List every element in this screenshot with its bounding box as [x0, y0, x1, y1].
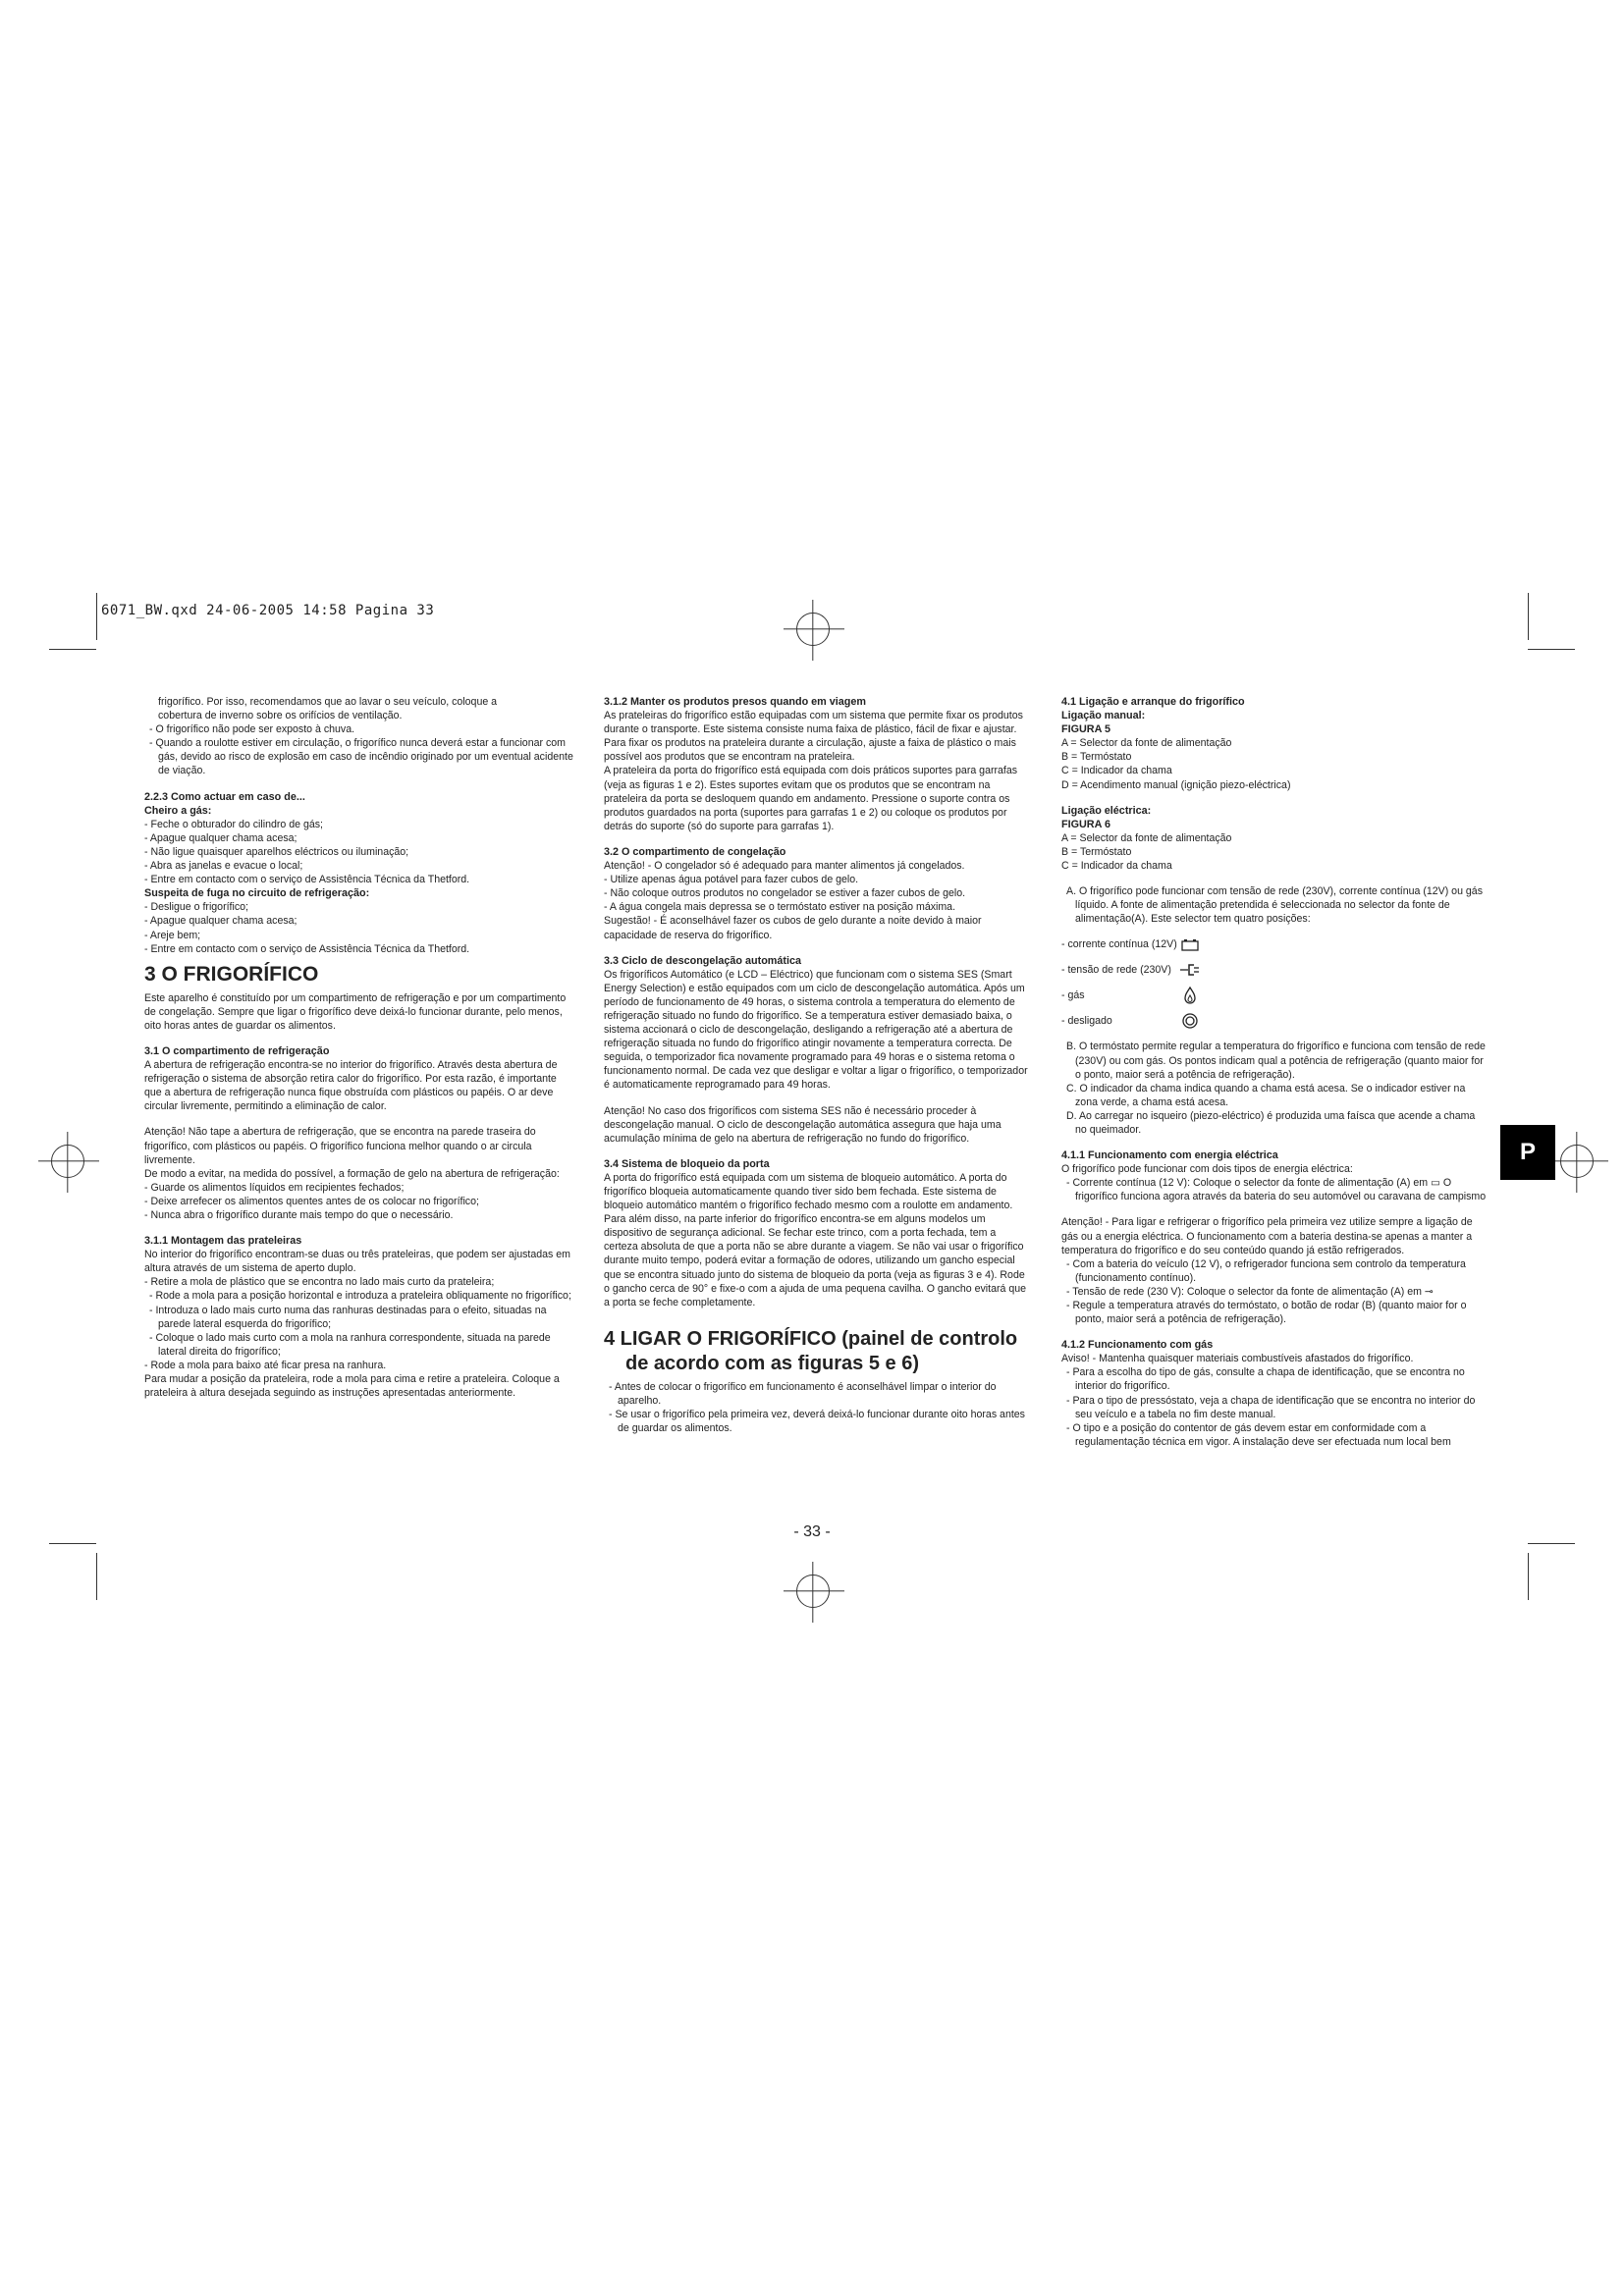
paragraph: A porta do frigorífico está equipada com um sistema de bloqueio automático. A porta do frigorífico bloqueia automaticamente quando tiver sido bem fechada. Este sistema de bloqueio automático mantém o frigorífico fechado mesmo com a roulotte em andamento. Para além disso, na parte inferior do frigorífico encontra-se em alguns modelos um dispositivo de segurança adicional. Se fechar este trinco, com a porta fechada, tem a certeza absoluta de que a porta não se abre durante a viagem. Se não vai usar o frigorífico durante muito tempo, poderá evitar a formação de odores, utilizando um gancho especial que se encontra situado junto do sistema de bloqueio da porta (veja as figuras 3 e 4). Rode o gancho cerca de 90° e fixe-o com a ajuda de uma pequena cavilha. O gancho evitará que a porta se feche completamente.: [604, 1171, 1027, 1308]
selector-position: [1061, 1008, 1489, 1034]
paragraph: A = Selector da fonte de alimentação: [1061, 831, 1232, 844]
plug-icon: [1179, 961, 1201, 979]
language-tab: P: [1500, 1125, 1555, 1180]
crop-mark: [49, 1543, 96, 1544]
crop-mark: [96, 593, 97, 640]
section-heading: Ligação manual:: [1061, 710, 1146, 722]
crop-mark: [1528, 1543, 1575, 1544]
file-slug: 6071_BW.qxd 24-06-2005 14:58 Pagina 33: [101, 603, 435, 618]
paragraph: A. O frigorífico pode funcionar com tensão de rede (230V), corrente contínua (12V) ou gás líquido. A fonte de alimentação pretendida é seleccionada no selector da fonte de alimentação(A). Este selector tem quatro posições:: [1066, 885, 1483, 926]
registration-mark: [1560, 1145, 1594, 1178]
selector-position: [1061, 983, 1489, 1008]
paragraph: - Desligue o frigorífico;: [144, 901, 248, 914]
paragraph: As prateleiras do frigorífico estão equipadas com um sistema que permite fixar os produtos durante o transporte. Este sistema consiste numa faixa de plástico, fácil de fixar e ajustar. Para fixar os produtos na prateleira durante a circulação, ajuste a faixa de plástico o mais possível aos produtos que se encontram na prateleira.: [604, 710, 1023, 764]
section-heading: 3.1.2 Manter os produtos presos quando em viagem: [604, 696, 866, 708]
section-heading: 2.2.3 Como actuar em caso de...: [144, 790, 305, 803]
selector-position: [1061, 932, 1489, 957]
paragraph: Aviso! - Mantenha quaisquer materiais combustíveis afastados do frigorífico.: [1061, 1353, 1414, 1365]
paragraph: Os frigoríficos Automático (e LCD – Eléctrico) que funcionam com o sistema SES (Smart Energy Selection) e estão equipados com um ciclo de descongelação automática. Após um período de funcionamento de 49 horas, o sistema controla a temperatura do elemento de refrigeração situado no fundo do frigorífico. Se a temperatura estiver demasiado baixa, o sistema accionará o ciclo de descongelação, desligando a refrigeração até a abertura de refrigeração situada no fundo do frigorífico atingir novamente a temperatura correcta. De seguida, o temporizador fica novamente programado para 49 horas e o sistema retoma o funcionamento normal. De cada vez que desligar e voltar a ligar o frigorífico, o temporizador é automaticamente reprogramado para 49 horas.: [604, 968, 1028, 1092]
paragraph: - Coloque o lado mais curto com a mola na ranhura correspondente, situada na parede lateral direita do frigorífico;: [149, 1331, 551, 1358]
paragraph: - Regule a temperatura através do termóstato, o botão de rodar (B) (quanto maior for o ponto, maior será a potência de refrigeração).: [1066, 1300, 1467, 1326]
paragraph: - Corrente contínua (12 V): Coloque o selector da fonte de alimentação (A) em ▭ O frigorífico funciona agora através da bateria do seu automóvel ou caravana de campismo: [1066, 1177, 1487, 1203]
spacer: [604, 1146, 1028, 1157]
paragraph: Atenção! - Para ligar e refrigerar o frigorífico pela primeira vez utilize sempre a ligação de gás ou a energia eléctrica. O funcionamento com a bateria destina-se apenas a manter a temperatura do frigorífico e do seu conteúdo quando já estão refrigerados.: [1061, 1216, 1473, 1256]
paragraph: - Feche o obturador do cilindro de gás;: [144, 818, 323, 830]
page-number: - 33 -: [793, 1523, 831, 1540]
selector-position-label: - corrente contínua (12V): [1061, 938, 1177, 951]
paragraph: frigorífico. Por isso, recomendamos que ao lavar o seu veículo, coloque a: [158, 696, 498, 708]
spacer: [144, 1222, 576, 1234]
paragraph: - A água congela mais depressa se o termóstato estiver na posição máxima.: [604, 901, 956, 914]
paragraph: D = Acendimento manual (ignição piezo-eléctrica): [1061, 778, 1291, 791]
paragraph: - Retire a mola de plástico que se encontra no lado mais curto da prateleira;: [144, 1276, 495, 1289]
section-heading: 3.3 Ciclo de descongelação automática: [604, 954, 802, 967]
paragraph: C = Indicador da chama: [1061, 860, 1172, 873]
spacer: [1061, 792, 1489, 804]
selector-position-label: - desligado: [1061, 1015, 1112, 1028]
paragraph: Sugestão! - É aconselhável fazer os cubos de gelo durante a noite devido à maior capacidade de reserva do frigorífico.: [604, 915, 982, 941]
paragraph: - Apague qualquer chama acesa;: [144, 831, 298, 844]
paragraph: - Não coloque outros produtos no congelador se estiver a fazer cubos de gelo.: [604, 887, 966, 900]
spacer: [144, 1033, 576, 1044]
paragraph: - Entre em contacto com o serviço de Assistência Técnica da Thetford.: [144, 874, 470, 886]
selector-position-label: - gás: [1061, 989, 1085, 1002]
section-heading: 3.4 Sistema de bloqueio da porta: [604, 1157, 770, 1170]
paragraph: - Nunca abra o frigorífico durante mais tempo do que o necessário.: [144, 1209, 454, 1221]
paragraph: - Antes de colocar o frigorífico em funcionamento é aconselhável limpar o interior do aparelho.: [609, 1380, 997, 1407]
paragraph: A abertura de refrigeração encontra-se no interior do frigorífico. Através desta abertura de refrigeração o sistema de absorção retira calor do frigorífico. Por esta razão, é importante que a abertura de refrigeração nunca fique obstruída com plásticos ou papéis. O ar deve circular livremente, permitindo a eliminação de calor.: [144, 1059, 558, 1113]
text-column-right: [1061, 695, 1489, 1449]
section-heading: 4.1 Ligação e arranque do frigorífico: [1061, 696, 1245, 708]
paragraph: - Rode a mola para baixo até ficar presa na ranhura.: [144, 1359, 387, 1371]
paragraph: B. O termóstato permite regular a temperatura do frigorífico e funciona com tensão de rede (230V) ou com gás. Os pontos indicam qual a potência de refrigeração (quanto maior for o ponto, maior será a potência de refrigeração).: [1066, 1041, 1486, 1081]
chapter-heading: 4 LIGAR O FRIGORÍFICO (painel de controlo de acordo com as figuras 5 e 6): [604, 1327, 1018, 1374]
paragraph: Atenção! No caso dos frigoríficos com sistema SES não é necessário proceder à descongelação manual. O ciclo de descongelação automática assegura que haja uma acumulação mínima de gelo na abertura de refrigeração no fundo do frigorífico.: [604, 1104, 1001, 1145]
paragraph: - Para o tipo de pressóstato, veja a chapa de identificação que se encontra no interior do seu veículo e a tabela no fim deste manual.: [1066, 1394, 1476, 1420]
paragraph: Atenção! Não tape a abertura de refrigeração, que se encontra na parede traseira do frigorífico, com plásticos ou papéis. O frigorífico funciona melhor quando o ar circula livremente.: [144, 1126, 536, 1166]
off-icon: [1179, 1012, 1201, 1030]
paragraph: O frigorífico pode funcionar com dois tipos de energia eléctrica:: [1061, 1163, 1353, 1176]
registration-mark: [796, 613, 830, 646]
paragraph: A prateleira da porta do frigorífico está equipada com dois práticos suportes para garrafas (veja as figuras 1 e 2). Estes suportes evitam que os produtos que se encontram na prateleira da porta se desloquem quando em andamento. Pressione o suporte contra os produtos guardados na porta (suportes para garrafas 1 e 2) ou coloque os produtos por detrás do suporte (só do suporte para garrafas 1).: [604, 765, 1018, 832]
spacer: [604, 942, 1028, 954]
paragraph: - Utilize apenas água potável para fazer cubos de gelo.: [604, 874, 859, 886]
paragraph: B = Termóstato: [1061, 751, 1132, 764]
paragraph: De modo a evitar, na medida do possível, a formação de gelo na abertura de refrigeração:: [144, 1167, 560, 1180]
spacer: [144, 1113, 576, 1125]
paragraph: - Abra as janelas e evacue o local;: [144, 860, 303, 873]
spacer: [604, 1309, 1028, 1321]
paragraph: - Para a escolha do tipo de gás, consulte a chapa de identificação, que se encontra no interior do frigorífico.: [1066, 1366, 1465, 1393]
paragraph: No interior do frigorífico encontram-se duas ou três prateleiras, que podem ser ajustadas em altura através de um sistema de aperto duplo.: [144, 1249, 570, 1275]
registration-mark: [51, 1145, 84, 1178]
paragraph: - Areje bem;: [144, 929, 201, 941]
paragraph: - Com a bateria do veículo (12 V), o refrigerador funciona sem controlo da temperatura (funcionamento contínuo).: [1066, 1257, 1466, 1284]
chapter-heading: 3 O FRIGORÍFICO: [144, 962, 319, 986]
paragraph: B = Termóstato: [1061, 845, 1132, 858]
paragraph: cobertura de inverno sobre os orifícios de ventilação.: [158, 710, 403, 722]
section-heading: Ligação eléctrica:: [1061, 804, 1152, 817]
paragraph: - O frigorífico não pode ser exposto à chuva.: [149, 723, 355, 736]
paragraph: Atenção! - O congelador só é adequado para manter alimentos já congelados.: [604, 860, 965, 873]
paragraph: - Guarde os alimentos líquidos em recipientes fechados;: [144, 1181, 405, 1194]
paragraph: - Introduza o lado mais curto numa das ranhuras destinadas para o efeito, situadas na parede lateral esquerda do frigorífico;: [149, 1304, 547, 1330]
battery-icon: [1179, 935, 1201, 953]
spacer: [1061, 1137, 1489, 1148]
flame-icon: [1179, 987, 1201, 1004]
selector-position-label: - tensão de rede (230V): [1061, 964, 1171, 977]
crop-mark: [96, 1553, 97, 1600]
crop-mark: [1528, 649, 1575, 650]
paragraph: - O tipo e a posição do contentor de gás devem estar em conformidade com a regulamentação técnica em vigor. A instalação deve ser efectuada num local bem: [1066, 1421, 1451, 1448]
paragraph: D. Ao carregar no isqueiro (piezo-eléctrico) é produzida uma faísca que acende a chama no queimador.: [1066, 1109, 1476, 1136]
section-heading: Cheiro a gás:: [144, 804, 212, 817]
paragraph: - Quando a roulotte estiver em circulação, o frigorífico nunca deverá estar a funcionar com gás, devido ao risco de explosão em caso de incêndio originado por um eventual acidente de viação.: [149, 737, 573, 777]
selector-position: [1061, 957, 1489, 983]
spacer: [604, 833, 1028, 845]
paragraph: - Não ligue quaisquer aparelhos eléctricos ou iluminação;: [144, 845, 409, 858]
paragraph: Para mudar a posição da prateleira, rode a mola para cima e retire a prateleira. Coloque a prateleira à altura desejada seguindo as instruções apresentadas anteriormente.: [144, 1373, 560, 1400]
crop-mark: [1528, 593, 1529, 640]
crop-mark: [1528, 1553, 1529, 1600]
text-column-middle: [604, 695, 1028, 1435]
spacer: [604, 1093, 1028, 1104]
paragraph: A = Selector da fonte de alimentação: [1061, 737, 1232, 750]
paragraph: C = Indicador da chama: [1061, 765, 1172, 777]
section-heading: 4.1.1 Funcionamento com energia eléctrica: [1061, 1149, 1278, 1162]
text-column-left: [144, 695, 576, 1400]
spacer: [144, 778, 576, 790]
paragraph: - Tensão de rede (230 V): Coloque o selector da fonte de alimentação (A) em ⊸: [1066, 1285, 1434, 1298]
section-heading: Suspeita de fuga no circuito de refrigeração:: [144, 887, 370, 900]
paragraph: - Deixe arrefecer os alimentos quentes antes de os colocar no frigorífico;: [144, 1195, 479, 1207]
registration-mark: [796, 1575, 830, 1608]
paragraph: - Entre em contacto com o serviço de Assistência Técnica da Thetford.: [144, 942, 470, 955]
spacer: [1061, 1203, 1489, 1215]
spacer: [1061, 873, 1489, 884]
section-heading: FIGURA 6: [1061, 818, 1110, 830]
section-heading: 4.1.2 Funcionamento com gás: [1061, 1339, 1214, 1352]
paragraph: C. O indicador da chama indica quando a chama está acesa. Se o indicador estiver na zona verde, a chama está acesa.: [1066, 1082, 1466, 1108]
paragraph: - Apague qualquer chama acesa;: [144, 915, 298, 928]
paragraph: Este aparelho é constituído por um compartimento de refrigeração e por um compartimento de congelação. Sempre que ligar o frigorífico deve deixá-lo funcionar durante, pelo menos, oito horas antes de guardar os alimentos.: [144, 991, 567, 1032]
paragraph: - Rode a mola para a posição horizontal e introduza a prateleira obliquamente no frigorífico;: [149, 1290, 571, 1303]
section-heading: 3.1 O compartimento de refrigeração: [144, 1044, 330, 1057]
spacer: [1061, 1326, 1489, 1338]
section-heading: 3.2 O compartimento de congelação: [604, 845, 786, 858]
paragraph: - Se usar o frigorífico pela primeira vez, deverá deixá-lo funcionar durante oito horas antes de guardar os alimentos.: [609, 1409, 1025, 1435]
section-heading: 3.1.1 Montagem das prateleiras: [144, 1235, 302, 1248]
crop-mark: [49, 649, 96, 650]
section-heading: FIGURA 5: [1061, 723, 1110, 736]
